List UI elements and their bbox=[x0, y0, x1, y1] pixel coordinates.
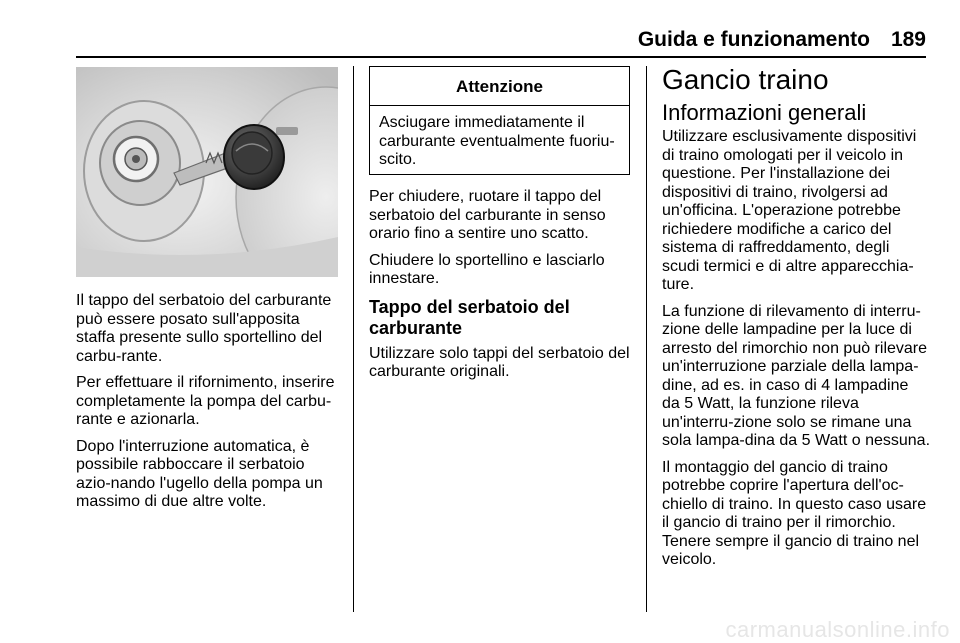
watermark: carmanualsonline.info bbox=[725, 617, 950, 642]
paragraph: Il montaggio del gancio di traino potrebbe coprire l'apertura dell'oc-chiello di traino. In questo caso usare il gancio di traino per il rimorchio. Tenere sempre il gancio di traino nel veicolo. bbox=[662, 458, 927, 568]
running-header-title: Guida e funzionamento bbox=[637, 28, 870, 51]
column-divider-1 bbox=[353, 66, 354, 612]
paragraph: Chiudere lo sportellino e lasciarlo innestare. bbox=[369, 251, 605, 287]
paragraph: Il tappo del serbatoio del carburante può essere posato sull'apposita staffa presente sullo sportellino del carbu-rante. bbox=[76, 292, 332, 365]
section-heading: Gancio traino bbox=[662, 64, 829, 95]
paragraph: Per chiudere, ruotare il tappo del serbatoio del carburante in senso orario fino a sentire uno scatto. bbox=[369, 188, 606, 242]
column-3-text bbox=[662, 64, 930, 578]
warning-box bbox=[369, 66, 630, 175]
section-subheading: Informazioni generali bbox=[662, 100, 867, 125]
column-divider-2 bbox=[646, 66, 647, 612]
paragraph: Utilizzare esclusivamente dispositivi di traino omologati per il veicolo in questione. Per l'installazione dei dispositivi di traino, rivolgersi ad un'officina. L'operazione potrebbe richiedere modifiche a carico del sistema di raffreddamento, degli scudi termici e di altre apparecchia-ture. bbox=[662, 128, 917, 293]
column-2-text bbox=[369, 188, 634, 390]
warning-title: Attenzione bbox=[370, 67, 629, 106]
paragraph: La funzione di rilevamento di interru-zione delle lampadine per la luce di arresto del rimorchio non può rilevare un'interruzione parziale della lampa-dine, ad es. in caso di 4 lampadine da 5 Watt, la funzione rileva un'interru-zione solo se rimane una sola lampa-dina da 5 Watt o nessuna. bbox=[662, 302, 931, 449]
column-1-text bbox=[76, 292, 341, 520]
header-rule bbox=[76, 56, 926, 58]
page-number: 189 bbox=[890, 28, 926, 51]
section-subheading: Tappo del serbatoio del carburante bbox=[369, 296, 570, 338]
warning-text: Asciugare immediatamente il carburante eventualmente fuoriu-scito. bbox=[379, 114, 615, 168]
paragraph: Utilizzare solo tappi del serbatoio del carburante originali. bbox=[369, 344, 630, 380]
fuel-cap-illustration bbox=[76, 67, 338, 277]
paragraph: Dopo l'interruzione automatica, è possibile rabboccare il serbatoio azio-nando l'ugello della pompa un massimo di due altre volte. bbox=[76, 437, 323, 510]
paragraph: Per effettuare il rifornimento, inserire completamente la pompa del carbu-rante e azionarla. bbox=[76, 374, 335, 428]
